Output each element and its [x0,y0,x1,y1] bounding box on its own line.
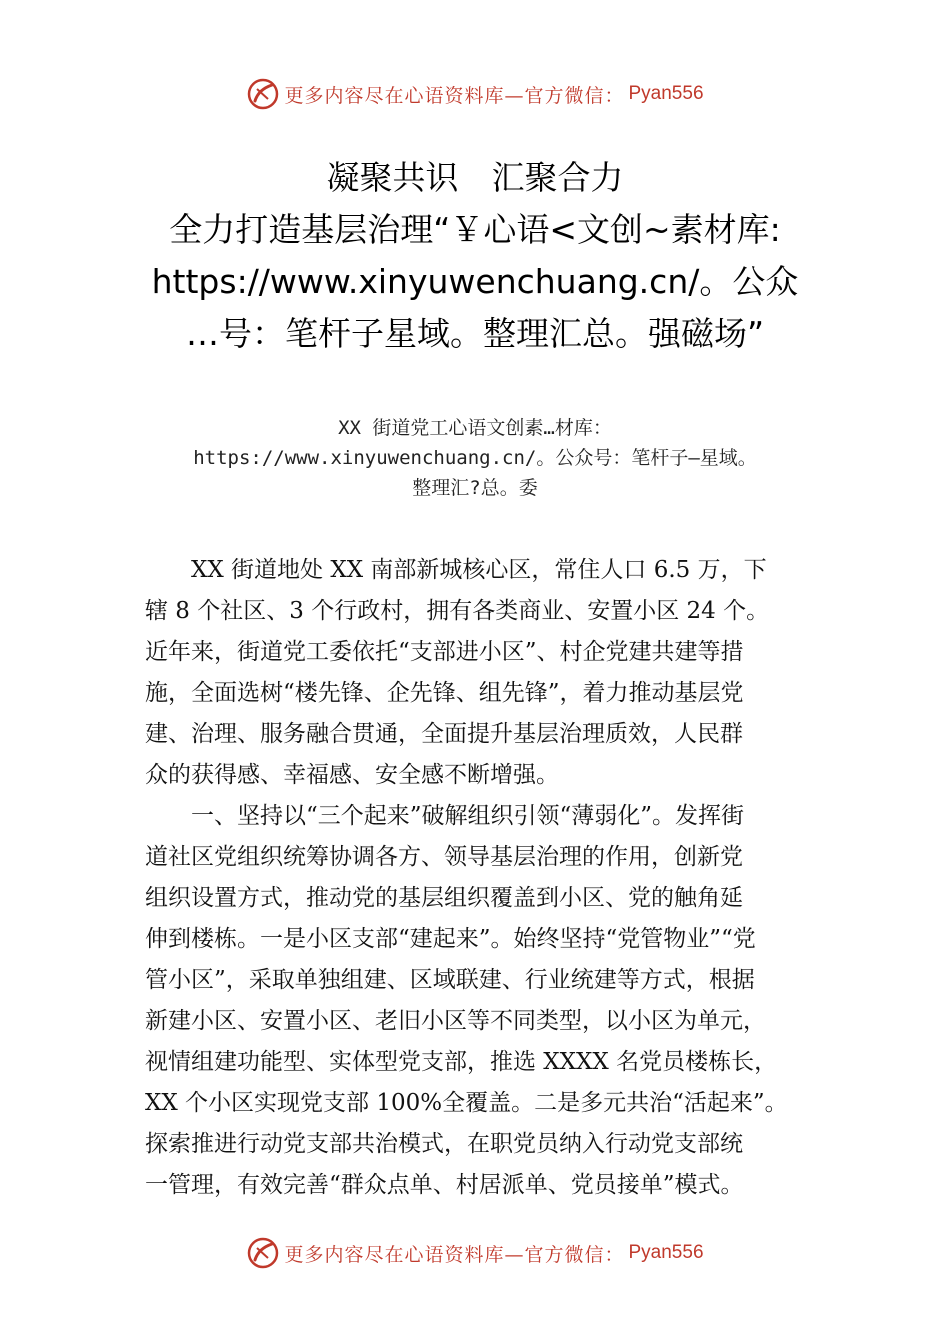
body-line: 近年来，街道党工委依托“支部进小区”、村企党建共建等措 [145,639,744,665]
body-line: 施，全面选树“楼先锋、企先锋、组先锋”，着力推动基层党 [145,680,744,706]
footer-banner [0,1233,950,1273]
body-line: 道社区党组织统筹协调各方、领导基层治理的作用，创新党 [145,844,743,870]
document-title [60,152,890,360]
banner-text: 更多内容尽在心语资料库—官方微信： [284,84,625,107]
logo-icon [246,1236,280,1270]
banner-account: Pyan556 [628,1242,704,1263]
banner-text: 更多内容尽在心语资料库—官方微信： [284,1243,625,1266]
body-line: XX 个小区实现党支部 100%全覆盖。二是多元共治“活起来”。 [145,1090,788,1116]
body-line: 辖 8 个社区、3 个行政村，拥有各类商业、安置小区 24 个。 [145,598,770,624]
body-line: 一、坚持以“三个起来”破解组织引领“薄弱化”。发挥街 [145,803,745,829]
header-banner [0,74,950,114]
body-line: 新建小区、安置小区、老旧小区等不同类型，以小区为单元， [145,1008,766,1034]
body-line: 伸到楼栋。一是小区支部“建起来”。始终坚持“党管物业”“党 [145,926,756,952]
subtitle-line: XX 街道党工心语文创素…材库： [338,417,612,439]
title-line: 全力打造基层治理“￥心语<文创~素材库: [169,210,781,249]
body-line: 众的获得感、幸福感、安全感不断增强。 [145,762,559,788]
subtitle-line: https://www.xinyuwenchuang.cn/。公众号：笔杆子—星域。 [193,447,757,469]
document-body [145,550,815,1206]
body-line: 视情组建功能型、实体型党支部，推选 XXXX 名党员楼栋长， [145,1049,778,1075]
body-line: 一管理，有效完善“群众点单、村居派单、党员接单”模式。 [145,1172,744,1198]
title-line: https://www.xinyuwenchuang.cn/。公众 [151,262,799,301]
logo-icon [246,77,280,111]
body-line: 管小区”，采取单独组建、区域联建、行业统建等方式，根据 [145,967,755,993]
body-line: 组织设置方式，推动党的基层组织覆盖到小区、党的触角延 [145,885,743,911]
banner-account: Pyan556 [628,83,704,104]
body-line: 探索推进行动党支部共治模式，在职党员纳入行动党支部统 [145,1131,743,1157]
title-line: …号：笔杆子星域。整理汇总。强磁场” [185,314,765,353]
body-line: 建、治理、服务融合贯通，全面提升基层治理质效，人民群 [145,721,743,747]
document-subtitle [60,413,890,503]
subtitle-line: 整理汇?总。委 [412,477,538,499]
title-line: 凝聚共识 汇聚合力 [326,158,624,197]
body-line: XX 街道地处 XX 南部新城核心区，常住人口 6.5 万，下 [145,557,767,583]
